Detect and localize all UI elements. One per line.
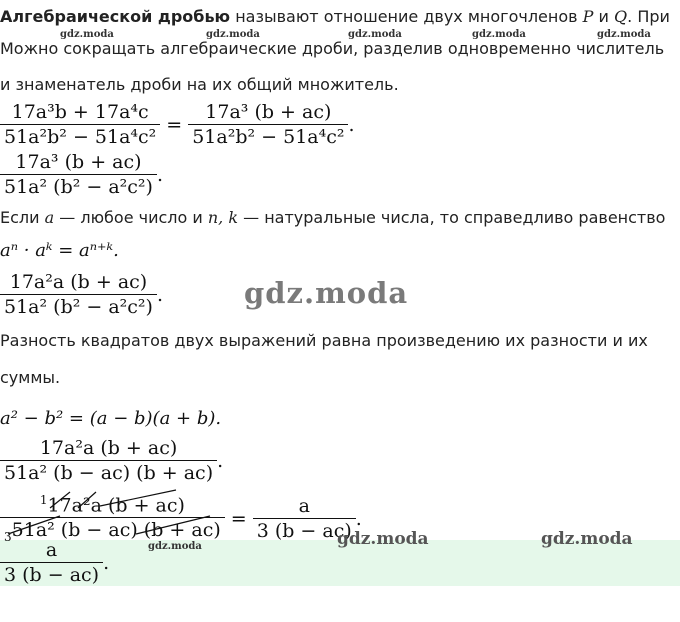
watermark: gdz.moda [348, 29, 402, 40]
cancel-index-denominator: 3 [4, 530, 12, 545]
period: . [348, 113, 355, 136]
squares-rule-line1: Разность квадратов двух выражений равна произведению их разности и их [0, 331, 648, 350]
denominator: 3 (b − ac) [0, 562, 103, 587]
watermark: gdz.moda [148, 541, 202, 552]
watermark: gdz.moda [206, 29, 260, 40]
vars-nk: n, k [207, 208, 239, 227]
equals-sign: = [230, 507, 247, 530]
var-p: P [582, 7, 594, 26]
period: . [103, 551, 110, 574]
squares-formula: a² − b² = (a − b)(a + b). [0, 408, 222, 429]
fraction-1-left [0, 100, 160, 149]
powers-rule-line [0, 207, 665, 229]
denominator: 51a² (b − ac) (b + ac) [0, 460, 217, 485]
period: . [156, 283, 164, 306]
text: Если [0, 208, 45, 227]
squares-rule-line2: суммы. [0, 368, 61, 387]
denominator: 51a²b² − 51a⁴c² [188, 124, 348, 149]
denominator: 51a²b² − 51a⁴c² [0, 124, 160, 149]
denominator-text: 51a² (b − ac) (b + ac) [11, 519, 221, 542]
numerator: 17a²a (b + ac) [39, 437, 178, 459]
period: . [217, 449, 224, 472]
numerator: 17a³b + 17a⁴c [11, 101, 149, 123]
numerator-text: 17a²a (b + ac) [47, 494, 185, 517]
definition-line [0, 6, 670, 28]
denominator: 51a² (b² − a²c²) [0, 294, 157, 319]
period: . [355, 507, 362, 530]
definition-end: . При [627, 7, 670, 26]
var-q: Q [614, 7, 628, 26]
final-answer [0, 538, 109, 587]
reduce-rule-line1: Можно сокращать алгебраические дроби, разделив одновременно числитель [0, 39, 665, 58]
watermark: gdz.moda [472, 29, 526, 40]
definition-term: Алгебраической дробью [0, 7, 231, 26]
watermark: gdz.moda [541, 529, 633, 549]
expression-3 [0, 270, 163, 319]
watermark: gdz.moda [60, 29, 114, 40]
definition-text: называют отношение двух многочленов [230, 7, 583, 26]
fraction-1-right [188, 100, 348, 149]
expression-1 [0, 100, 355, 149]
numerator: 17a²a (b + ac) [9, 271, 148, 293]
watermark: gdz.moda [597, 29, 651, 40]
text: — натуральные числа, то справедливо равенство [238, 208, 666, 227]
final-fraction [0, 538, 103, 587]
period: . [156, 163, 164, 186]
fraction-4 [0, 436, 217, 485]
text: — любое число и [54, 208, 208, 227]
var-a: a [44, 208, 55, 227]
denominator: 3 (b − ac) [253, 518, 356, 543]
cancel-index-numerator: 1 [39, 493, 48, 507]
fraction-2 [0, 150, 157, 199]
watermark: gdz.moda [244, 276, 409, 310]
equals-sign: = [166, 113, 183, 136]
numerator: 17a³ (b + ac) [205, 101, 332, 123]
denominator: 51a² (b² − a²c²) [0, 174, 157, 199]
cancellation-strokes [0, 486, 240, 545]
and-word: и [593, 7, 615, 26]
watermark: gdz.moda [337, 529, 429, 549]
reduce-rule-line2: и знаменатель дроби на их общий множитель. [0, 75, 399, 94]
fraction-3 [0, 270, 157, 319]
expression-2 [0, 150, 163, 199]
numerator: a [298, 495, 310, 518]
numerator: a [45, 539, 58, 561]
numerator: 17a³ (b + ac) [15, 151, 142, 173]
powers-formula: aⁿ · aᵏ = aⁿ⁺ᵏ. [0, 240, 119, 261]
expression-4 [0, 436, 223, 485]
